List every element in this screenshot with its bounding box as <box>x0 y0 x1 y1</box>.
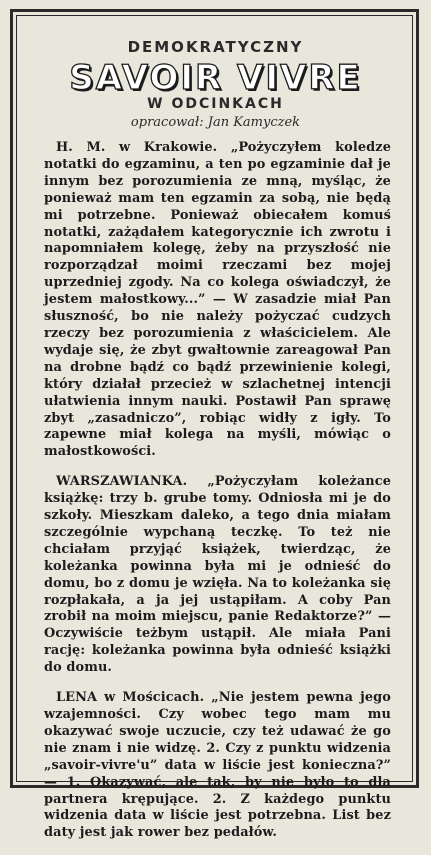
column-header <box>0 0 431 140</box>
letter-1 <box>44 140 391 461</box>
column-kicker: DEMOKRATYCZNY <box>127 38 304 56</box>
column-credit: opracował: Jan Kamyczek <box>130 115 301 130</box>
letters-column <box>44 140 391 855</box>
letter-signature: WARSZAWIANKA. <box>56 474 188 490</box>
column-subtitle: W ODCINKACH <box>147 96 284 112</box>
letter-body: „Nie jestem pewna jego wzajemności. Czy wobec tego mam mu okazywać swoje uczucie, czy też udawać że go nie znam i nie widzę. 2. Czy z punktu widzenia „savoir-vivre'u” data w liście jest konieczna?” — 1. Okazywać, ale tak, by nie było to dla partnera krępujące. 2. Z każdego punktu widzenia data w liście jest potrzebna. List bez daty jest jak rower bez pedałów. <box>44 690 391 841</box>
letter-3 <box>44 690 391 842</box>
column-title: SAVOIR VIVRE <box>69 58 362 98</box>
letter-signature: LENA w Mościcach. <box>56 690 205 706</box>
letter-2 <box>44 474 391 677</box>
letter-body: „Pożyczyłam koleżance książkę: trzy b. grube tomy. Odniosła mi je do szkoły. Mieszkam daleko, a tego dnia miałam szczególnie wypchaną teczkę. To też nie chciałam przyjąć książek, twierdząc, że koleżanka powinna była mi je odnieść do domu, bo z domu je wzięła. Na to koleżanka się rozpłakała, a ja jej ustąpiłam. A coby Pan zrobił na moim miejscu, panie Redaktorze?” — Oczywiście teżbym ustąpił. Ale miała Pani rację: koleżanka powinna była odnieść książki do domu. <box>44 474 391 676</box>
letter-signature: H. M. w Krakowie. <box>56 140 218 155</box>
letter-body: „Pożyczyłem koledze notatki do egzaminu, a ten po egzaminie dał je innym bez porozumienia ze mną, myśląc, że ponieważ mam ten egzamin za sobą, nie będą mi potrzebne. Ponieważ obiecałem komuś notatki, zażądałem kategorycznie ich zwrotu i napomniałem kolegę, żeby na przyszłość nie rozporządzał moimi rzeczami bez mojej uprzedniej zgody. Na co kolega oświadczył, że jestem małostkowy...” — W zasadzie miał Pan słuszność, bo nie należy pożyczać cudzych rzeczy bez porozumienia z właścicielem. Ale wydaje się, że zbyt gwałtownie zareagował Pan na drobne bądź co bądź przewinienie kolegi, który działał przecież w szlachetnej intencji ułatwienia innym nauki. Postawił Pan sprawę zbyt „zasadniczo”, robiąc widły z igły. To zapewne miał kolega na myśli, mówiąc o małostkowości. <box>44 140 391 460</box>
